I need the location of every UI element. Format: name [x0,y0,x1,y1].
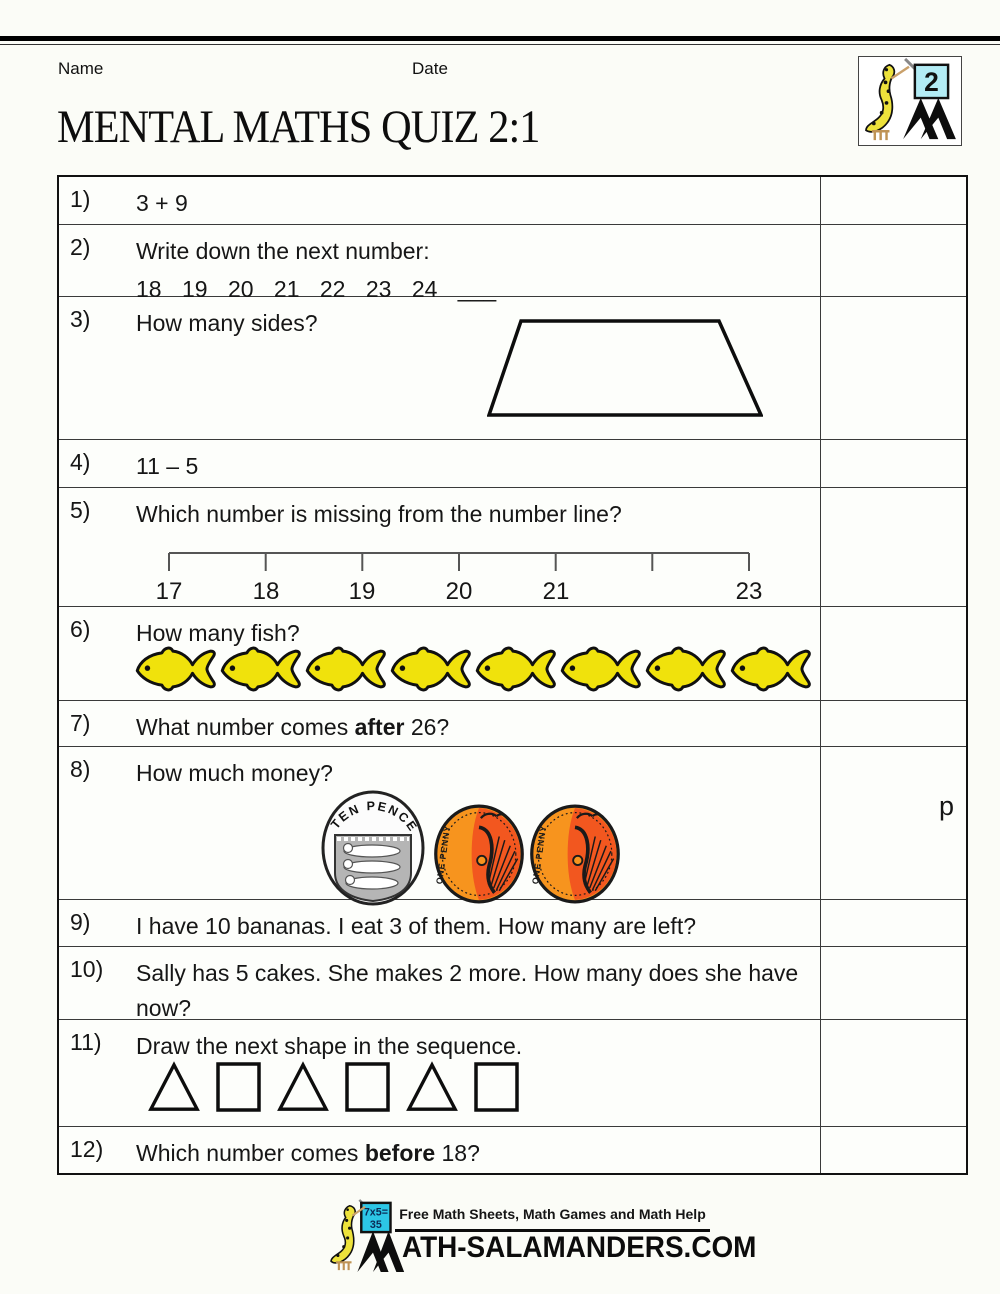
answer-cell[interactable] [820,607,966,700]
table-row [59,296,966,439]
question-number: 5) [70,497,91,523]
page-title: MENTAL MATHS QUIZ 2:1 [57,101,540,153]
fish-icon [643,643,728,695]
tick-label: 20 [445,578,473,605]
question-number: 2) [70,234,91,260]
question-number: 11) [70,1029,102,1055]
question-text: 3 + 9 [136,190,188,216]
question-text [136,234,820,302]
answer-cell[interactable] [820,1020,966,1126]
fish-group [133,643,813,695]
question-text: Sally has 5 cakes. She makes 2 more. How many does she have now? [136,960,799,1021]
footer-salamander-body [331,1206,355,1263]
answer-cell[interactable] [820,177,966,224]
ten-pence-coin [320,789,426,907]
salamander-logo-icon [859,57,959,143]
question-number: 1) [70,186,91,212]
table-row [59,487,966,606]
fish-icon [388,643,473,695]
trapezoid-shape [487,319,763,417]
fish-icon [473,643,558,695]
grade-number: 2 [924,67,939,98]
fish-icon [558,643,643,695]
square-shape [344,1061,391,1113]
question-text: How many fish? [136,620,300,646]
question-number: 8) [70,756,91,782]
number-line [155,550,765,608]
triangle-shape [277,1061,329,1113]
question-number: 9) [70,909,91,935]
table-row [59,606,966,700]
question-number: 12) [70,1136,104,1162]
fish-icon [133,643,218,695]
table-row [59,1126,966,1173]
footer-board-line1: 7x5= [363,1206,388,1219]
name-label: Name [58,59,104,78]
math-salamanders-badge [858,56,962,146]
footer-brand-text: ATH-SALAMANDERS.COM [402,1231,757,1264]
table-row [59,899,966,946]
tick-label: 23 [735,578,763,605]
quiz-table [57,175,968,1175]
triangle-shape [406,1061,458,1113]
answer-cell[interactable] [820,747,966,899]
table-row [59,439,966,487]
question-number: 6) [70,616,91,642]
answer-cell[interactable] [820,225,966,296]
table-row [59,700,966,746]
question-number: 3) [70,306,91,332]
top-rule-thin [0,44,1000,45]
square-shape [473,1061,520,1113]
question-text: I have 10 bananas. I eat 3 of them. How many are left? [136,913,696,939]
square-shape [215,1061,262,1113]
question-text: How much money? [136,760,333,786]
answer-cell[interactable] [820,900,966,946]
question-text: Which number is missing from the number line? [136,501,622,527]
triangle-shape [148,1061,200,1113]
shape-sequence [148,1061,520,1113]
question-number: 10) [70,956,104,982]
top-rule-thick [0,36,1000,41]
tick-label: 19 [348,578,376,605]
tick-label: 18 [252,578,280,605]
answer-cell[interactable] [820,440,966,487]
answer-cell[interactable] [820,947,966,1019]
question-number: 7) [70,710,91,736]
question-line1: Write down the next number: [136,238,430,264]
question-text: What number comes after 26? [136,714,450,740]
footer-stool [336,1262,352,1270]
question-text: Draw the next shape in the sequence. [136,1033,523,1059]
one-penny-coin [529,802,621,906]
bold-word: before [364,1140,436,1166]
bold-word: after [354,714,405,740]
fish-icon [218,643,303,695]
question-text: 11 – 5 [136,453,199,479]
salamander-body [866,65,894,132]
table-row [59,946,966,1019]
date-label: Date [412,59,448,78]
question-text: How many sides? [136,310,318,336]
answer-cell[interactable] [820,488,966,606]
number-line-axis [165,550,755,574]
question-number: 4) [70,449,91,475]
stool [872,131,890,140]
answer-cell[interactable] [820,297,966,439]
tick-label: 21 [542,578,570,605]
table-row [59,177,966,224]
fish-icon [303,643,388,695]
table-row [59,1019,966,1126]
answer-cell[interactable] [820,701,966,746]
number-sequence: 18 19 20 21 22 23 24 ___ [136,275,497,302]
table-row [59,224,966,302]
one-penny-coin [433,802,525,906]
pence-unit-label: p [938,791,954,821]
tick-label: 17 [155,578,183,605]
ten-pence-label: TEN PENCE [328,799,421,835]
footer-board-line2: 35 [369,1219,382,1232]
question-text: Which number comes before 18? [136,1140,480,1166]
footer-tagline: Free Math Sheets, Math Games and Math Help [399,1206,706,1222]
fish-icon [728,643,813,695]
answer-cell[interactable] [820,1127,966,1173]
coin-group [320,789,680,909]
table-row [59,746,966,899]
